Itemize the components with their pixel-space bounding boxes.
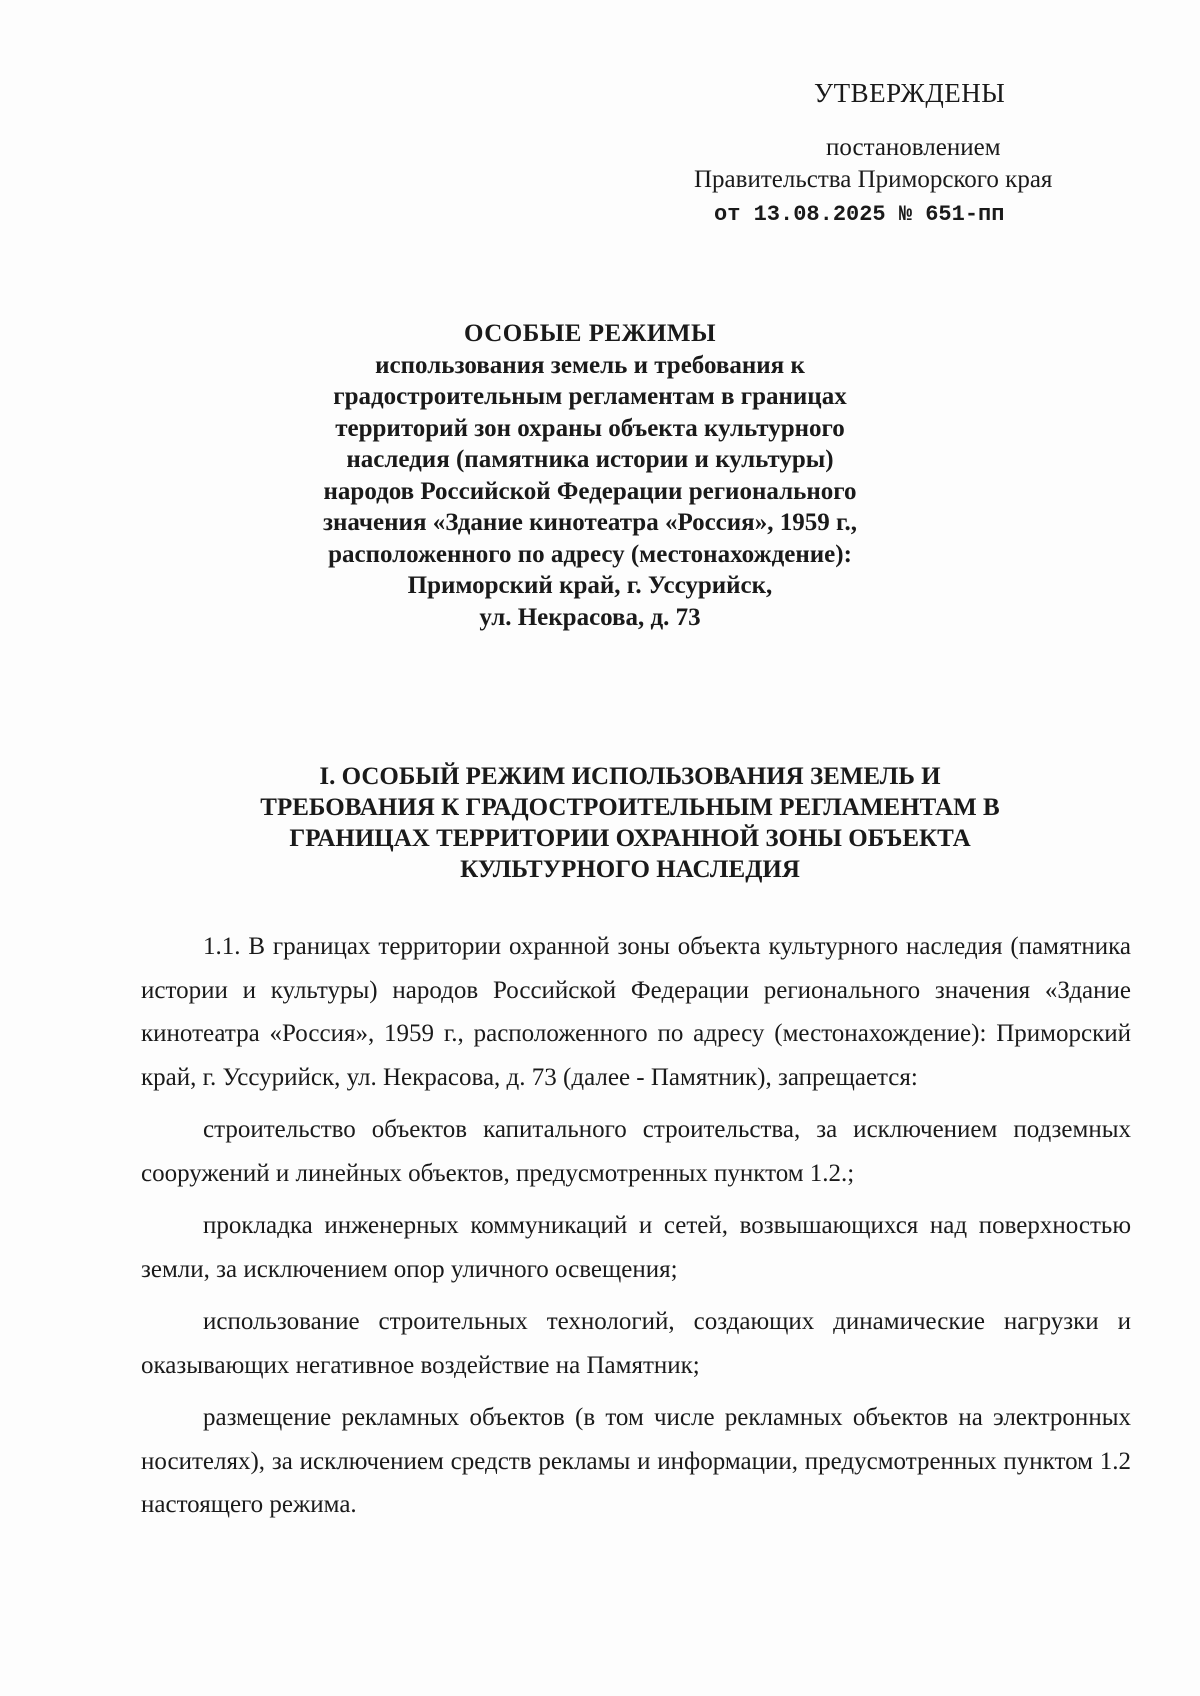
approval-government-label: Правительства Приморского края <box>694 166 1053 193</box>
document-title-line: наследия (памятника истории и культуры) <box>346 446 834 473</box>
section-heading <box>180 761 1080 885</box>
document-title-line: Приморский край, г. Уссурийск, <box>407 572 773 599</box>
section-heading-line: КУЛЬТУРНОГО НАСЛЕДИЯ <box>460 856 800 883</box>
paragraph-construction: строительство объектов капитального строительства, за исключением подземных сооружений и линейных объектов, предусмотренных пунктом 1.2.; <box>141 1116 1131 1187</box>
approval-resolution-label: постановлением <box>826 134 1001 161</box>
paragraph-advertising: размещение рекламных объектов (в том числе рекламных объектов на электронных носителях), за исключением средств рекламы и информации, предусмотренных пунктом 1.2 настоящего режима. <box>141 1404 1131 1518</box>
approval-heading: УТВЕРЖДЕНЫ <box>814 78 1006 108</box>
paragraph-engineering: прокладка инженерных коммуникаций и сетей, возвышающихся над поверхностью земли, за исключением опор уличного освещения; <box>141 1212 1131 1283</box>
paragraph-technologies: использование строительных технологий, создающих динамические нагрузки и оказывающих негативное воздействие на Памятник; <box>141 1308 1131 1379</box>
document-title-line: значения «Здание кинотеатра «Россия», 1959 г., <box>322 509 857 536</box>
section-heading-line: ТРЕБОВАНИЯ К ГРАДОСТРОИТЕЛЬНЫМ РЕГЛАМЕНТАМ В <box>260 794 1000 821</box>
document-title <box>230 318 950 633</box>
paragraph-1-1: 1.1. В границах территории охранной зоны объекта культурного наследия (памятника истории и культуры) народов Российской Федерации регионального значения «Здание кинотеатра «Россия», 1959 г., расположенного по адресу (местонахождение): Приморский край, г. Уссурийск, ул. Некрасова, д. 73 (далее - Памятник), запрещается: <box>141 933 1131 1091</box>
section-heading-line: I. ОСОБЫЙ РЕЖИМ ИСПОЛЬЗОВАНИЯ ЗЕМЕЛЬ И <box>319 763 941 790</box>
approval-date-number: от 13.08.2025 № 651-пп <box>714 202 1005 227</box>
document-title-line: использования земель и требования к <box>375 351 805 379</box>
document-body <box>141 925 1131 1527</box>
document-title-line: градостроительным регламентам в границах <box>333 383 847 410</box>
document-title-line: расположенного по адресу (местонахождение): <box>328 540 852 568</box>
document-title-main: ОСОБЫЕ РЕЖИМЫ <box>463 320 716 347</box>
document-title-line: территорий зон охраны объекта культурного <box>335 414 845 442</box>
document-title-line: ул. Некрасова, д. 73 <box>479 603 701 631</box>
section-heading-line: ГРАНИЦАХ ТЕРРИТОРИИ ОХРАННОЙ ЗОНЫ ОБЪЕКТА <box>289 825 971 852</box>
document-title-line: народов Российской Федерации регионального <box>323 477 857 505</box>
